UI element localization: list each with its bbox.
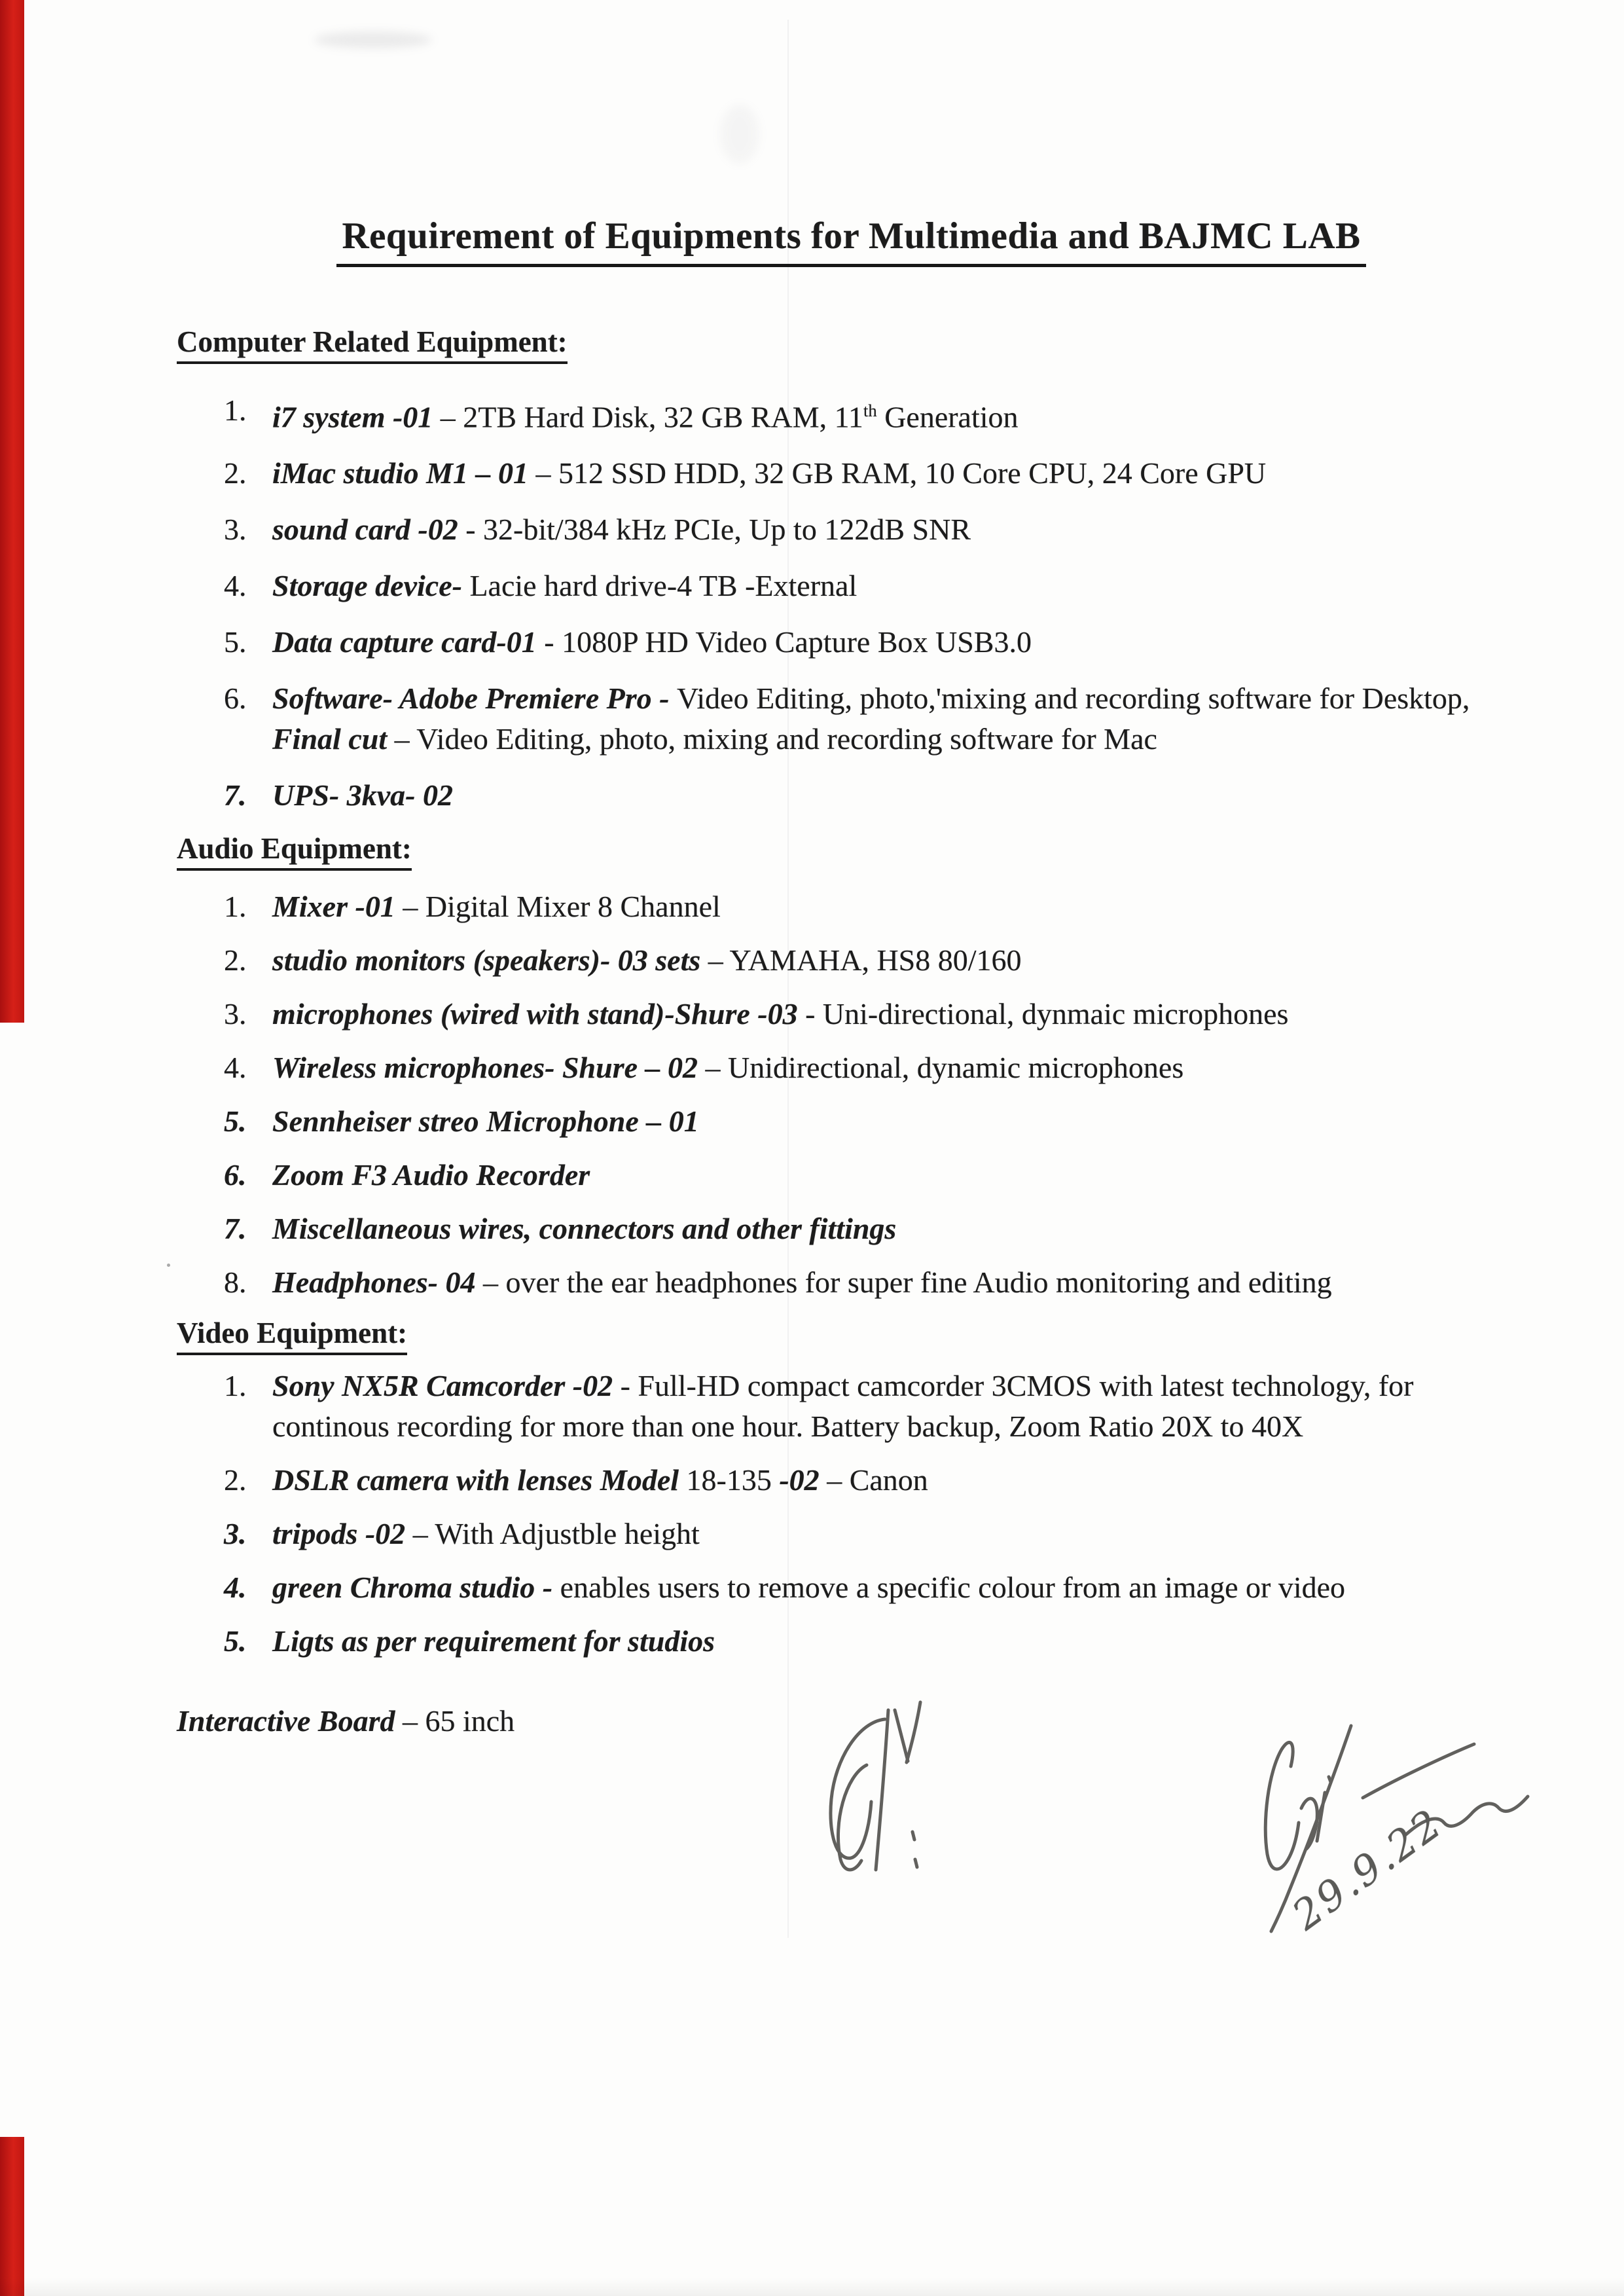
list-item [224,940,1526,981]
sections [177,325,1526,1662]
text-segment: Sennheiser streo Microphone – 01 [272,1104,699,1139]
text-segment: Interactive Board [177,1704,403,1738]
list-item [224,1262,1526,1303]
list-item [224,453,1526,494]
item-text [272,940,1022,981]
footer-line [177,1701,1526,1741]
item-text [272,1262,1332,1303]
text-segment: i7 system -01 [272,400,441,434]
item-text [272,1621,715,1662]
scan-smudge [314,31,432,48]
item-text [272,1460,928,1501]
section-heading: Computer Related Equipment: [177,325,568,364]
text-segment: – 2TB Hard Disk, 32 GB RAM, 11 [440,400,863,434]
item-number: 5. [224,625,247,659]
item-number: 1. [224,890,247,924]
item-number: 2. [224,943,247,977]
text-segment: Ligts as per requirement for studios [272,1624,715,1658]
scan-bottom-shadow [0,2278,1624,2296]
text-segment: Video Editing, photo,'mixing and recording software for Desktop, [676,682,1470,716]
section-heading-row [177,831,1526,871]
list-item [224,1209,1526,1249]
list-item [224,622,1526,663]
equipment-list [224,886,1526,1303]
text-segment: Zoom F3 Audio Recorder [272,1158,590,1192]
page-title: Requirement of Equipments for Multimedia and BAJMC LAB [336,215,1365,267]
signature-date: 29.9.22 [1283,1798,1452,1940]
section-heading-row [177,1316,1526,1355]
text-segment: UPS- 3kva- 02 [272,778,453,812]
section [177,325,1526,816]
list-item [224,1567,1526,1608]
list-item [224,1621,1526,1662]
text-segment: Storage device- [272,569,470,603]
item-number: 4. [224,569,247,603]
section-heading-row [177,325,1526,364]
text-segment: 18-135 [686,1463,780,1497]
text-segment: – over the ear headphones for super fine Audio monitoring and editing [483,1266,1332,1300]
text-segment: enables users to remove a specific colour from an image or video [560,1571,1346,1605]
item-text [272,886,721,927]
item-number: 6. [224,682,247,716]
text-segment: – Canon [827,1463,928,1497]
text-segment: Mixer -01 [272,890,403,924]
item-number: 1. [224,393,247,427]
text-segment: – Unidirectional, dynamic microphones [705,1051,1184,1085]
section [177,1316,1526,1662]
item-number: 3. [224,1517,247,1551]
item-text [272,1366,1414,1447]
scan-smudge [720,105,759,164]
title-row [177,215,1526,267]
text-segment: Sony NX5R Camcorder -02 [272,1369,621,1403]
list-item [224,1048,1526,1088]
item-number: 3. [224,997,247,1031]
list-item [224,509,1526,550]
text-segment: – 65 inch [402,1704,515,1738]
text-segment: - Full-HD compact camcorder 3CMOS with latest technology, for [620,1369,1414,1403]
item-number: 4. [224,1571,247,1605]
list-item [224,1366,1526,1447]
equipment-list [224,390,1526,816]
item-number: 7. [224,1212,247,1246]
list-item [224,1155,1526,1195]
item-text [272,390,1019,437]
text-segment: DSLR camera with lenses Model [272,1463,687,1497]
item-number: 5. [224,1104,247,1139]
item-text [272,1048,1183,1088]
item-text [272,1567,1345,1608]
list-item [224,994,1526,1034]
text-segment: Final cut [272,722,395,756]
item-text [272,994,1288,1034]
item-number: 4. [224,1051,247,1085]
section-heading: Audio Equipment: [177,831,412,871]
item-text [272,509,971,550]
text-segment: continous recording for more than one hour. Battery backup, Zoom Ratio 20X to 40X [272,1410,1304,1444]
text-segment: – YAMAHA, HS8 80/160 [708,943,1022,977]
list-item [224,1460,1526,1501]
item-number: 8. [224,1266,247,1300]
text-segment: - 1080P HD Video Capture Box USB3.0 [544,625,1032,659]
text-segment: – Digital Mixer 8 Channel [403,890,721,924]
text-segment: tripods -02 [272,1517,413,1551]
text-segment: - Uni-directional, dynmaic microphones [805,997,1289,1031]
list-item [224,390,1526,437]
item-number: 1. [224,1369,247,1403]
text-segment: – 512 SSD HDD, 32 GB RAM, 10 Core CPU, 24 Core GPU [535,456,1267,490]
item-number: 6. [224,1158,247,1192]
scan-edge-red-strip-top [0,0,24,1023]
text-segment: – Video Editing, photo, mixing and recording software for Mac [394,722,1157,756]
scan-speck [167,1264,170,1267]
text-segment: Wireless microphones- Shure – 02 [272,1051,706,1085]
text-segment: green Chroma studio - [272,1571,560,1605]
item-number: 7. [224,778,247,812]
equipment-list [224,1366,1526,1662]
text-segment: - 32-bit/384 kHz PCIe, Up to 122dB SNR [465,513,971,547]
signature-right [1265,1726,1528,1931]
list-item [224,775,1526,816]
list-item [224,1101,1526,1142]
item-text [272,678,1470,759]
list-item [224,566,1526,606]
text-segment: Miscellaneous wires, connectors and other fittings [272,1212,897,1246]
text-segment: studio monitors (speakers)- 03 sets [272,943,708,977]
item-number: 5. [224,1624,247,1658]
text-segment: microphones (wired with stand)-Shure -03 [272,997,806,1031]
item-text [272,566,857,606]
text-segment: sound card -02 [272,513,466,547]
text-segment: – With Adjustble height [412,1517,700,1551]
text-segment: th [863,401,877,420]
text-segment: Generation [876,400,1019,434]
list-item [224,886,1526,927]
section-heading: Video Equipment: [177,1316,407,1355]
list-item [224,1514,1526,1554]
item-text [272,1514,700,1554]
item-number: 2. [224,1463,247,1497]
item-number: 2. [224,456,247,490]
text-segment: Data capture card-01 [272,625,545,659]
text-segment: -02 [779,1463,827,1497]
document-content [177,215,1526,1741]
item-text [272,1101,699,1142]
text-segment: iMac studio M1 – 01 [272,456,536,490]
list-item [224,678,1526,759]
item-number: 3. [224,513,247,547]
scan-edge-red-strip-bottom [0,2137,24,2296]
item-text [272,775,453,816]
section [177,831,1526,1303]
text-segment: Headphones- 04 [272,1266,483,1300]
text-segment: Software- Adobe Premiere Pro - [272,682,677,716]
item-text [272,1155,590,1195]
item-text [272,453,1266,494]
text-segment: Lacie hard drive-4 TB -External [469,569,857,603]
item-text [272,622,1032,663]
item-text [272,1209,896,1249]
